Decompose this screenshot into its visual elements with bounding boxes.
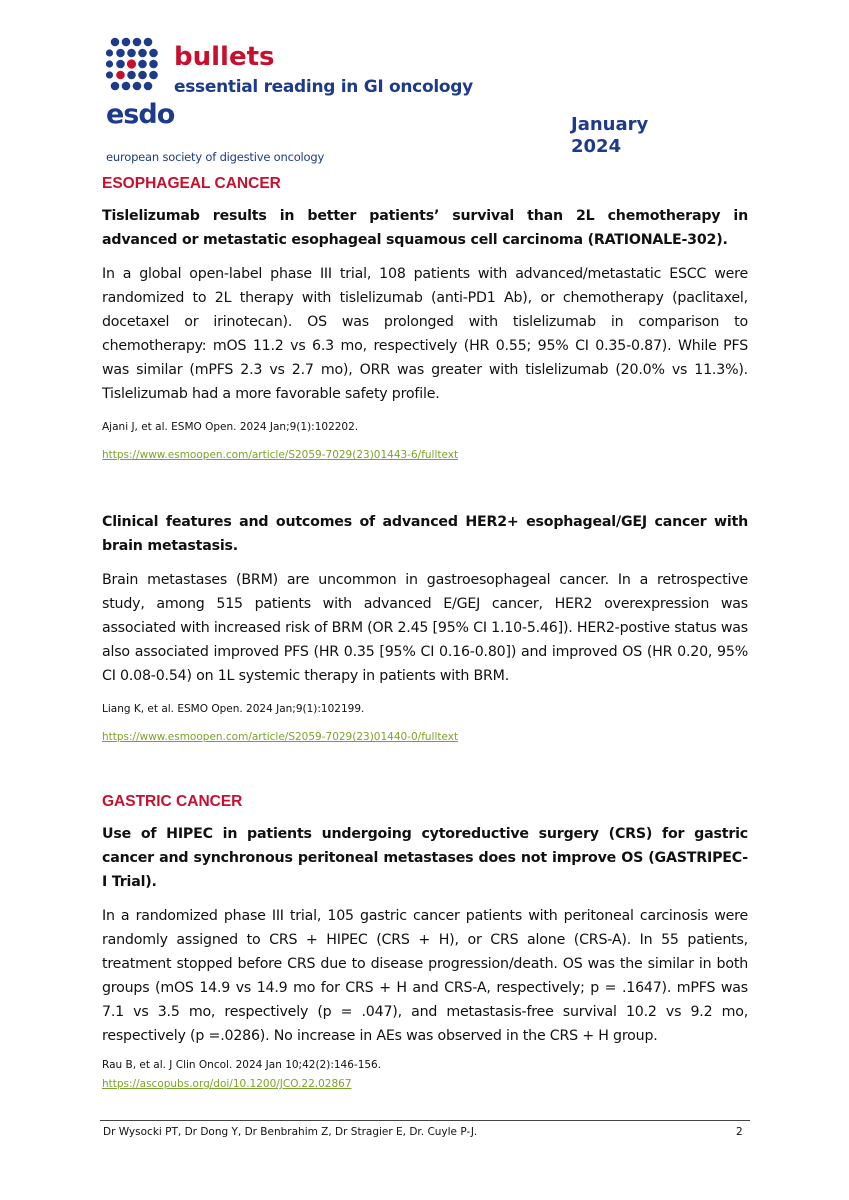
bulletin-content <box>102 174 748 1091</box>
article <box>102 204 748 462</box>
article-summary: In a randomized phase III trial, 105 gastric cancer patients with peritoneal carcinosis were randomly assigned to CRS + HIPEC (CRS + H), or CRS alone (CRS-A). In 55 patients, treatment stopped before CRS due to disease progression/death. OS was the similar in both groups (mOS 14.9 vs 14.9 mo for CRS + H and CRS-A, respectively; p = .1647). mPFS was 7.1 vs 3.5 mo, respectively (p = .047), and metastasis-free survival 10.2 vs 9.2 mo, respectively (p =.0286). No increase in AEs was observed in the CRS + H group. <box>102 908 748 1044</box>
article-link[interactable]: https://www.esmoopen.com/article/S2059-7029(23)01440-0/fulltext <box>102 731 459 743</box>
issue-date: January 2024 <box>571 114 649 157</box>
article <box>102 510 748 744</box>
article-title: Clinical features and outcomes of advanced HER2+ esophageal/GEJ cancer with brain metastasis. <box>102 514 748 554</box>
article-reference: Ajani J, et al. ESMO Open. 2024 Jan;9(1):102202. <box>102 421 359 433</box>
article-reference: Rau B, et al. J Clin Oncol. 2024 Jan 10;42(2):146-156. <box>102 1059 382 1071</box>
article-title: Use of HIPEC in patients undergoing cytoreductive surgery (CRS) for gastric cancer and synchronous peritoneal metastases does not improve OS (GASTRIPEC-I Trial). <box>102 826 748 890</box>
logo-product-name: bullets <box>174 42 275 72</box>
footer-divider <box>100 1120 750 1121</box>
article-summary: In a global open-label phase III trial, 108 patients with advanced/metastatic ESCC were randomized to 2L therapy with tislelizumab (anti-PD1 Ab), or chemotherapy (paclitaxel, docetaxel or irinotecan). OS was prolonged with tislelizumab in comparison to chemotherapy: mOS 11.2 vs 6.3 mo, respectively (HR 0.55; 95% CI 0.35-0.87). While PFS was similar (mPFS 2.3 vs 2.7 mo), ORR was greater with tislelizumab (20.0% vs 11.3%). Tislelizumab had a more favorable safety profile. <box>102 266 748 402</box>
article <box>102 822 748 1091</box>
section-esophageal-cancer <box>102 174 748 744</box>
logo-society-name: european society of digestive oncology <box>106 150 325 164</box>
article-reference: Liang K, et al. ESMO Open. 2024 Jan;9(1):102199. <box>102 703 365 715</box>
spacer <box>102 744 748 792</box>
page-number: 2 <box>736 1126 743 1138</box>
logo-tagline: essential reading in GI oncology <box>174 77 473 97</box>
footer-authors: Dr Wysocki PT, Dr Dong Y, Dr Benbrahim Z, Dr Stragier E, Dr. Cuyle P-J. <box>103 1126 478 1138</box>
esdo-logo-dots-icon <box>106 36 164 94</box>
article-link[interactable]: https://www.esmoopen.com/article/S2059-7029(23)01443-6/fulltext <box>102 449 459 461</box>
article-title: Tislelizumab results in better patients’ survival than 2L chemotherapy in advanced or metastatic esophageal squamous cell carcinoma (RATIONALE-302). <box>102 208 748 248</box>
logo-brand-text: esdo <box>106 99 175 130</box>
section-title: ESOPHAGEAL CANCER <box>102 175 281 192</box>
article-summary: Brain metastases (BRM) are uncommon in gastroesophageal cancer. In a retrospective study, among 515 patients with advanced E/GEJ cancer, HER2 overexpression was associated with increased risk of BRM (OR 2.45 [95% CI 1.10-5.46]). HER2-postive status was also associated improved PFS (HR 0.35 [95% CI 0.16-0.80]) and improved OS (HR 0.20, 95% CI 0.08-0.54) on 1L systemic therapy in patients with BRM. <box>102 572 748 684</box>
article-link[interactable]: https://ascopubs.org/doi/10.1200/JCO.22.02867 <box>102 1078 352 1090</box>
page-header <box>106 36 649 164</box>
spacer <box>102 462 748 510</box>
section-gastric-cancer <box>102 792 748 1091</box>
section-title: GASTRIC CANCER <box>102 793 243 810</box>
